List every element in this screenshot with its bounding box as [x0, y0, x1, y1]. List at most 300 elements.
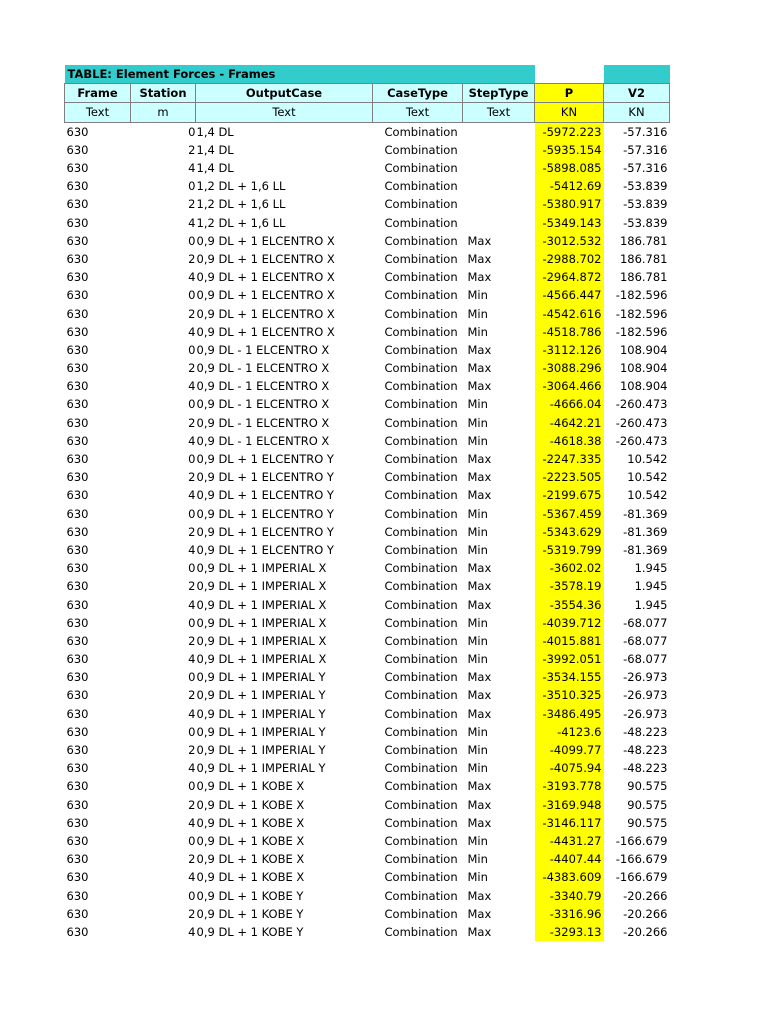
cell-v2: -57.316: [623, 124, 668, 139]
cell-casetype: Combination: [384, 124, 458, 139]
table-row: [65, 414, 670, 432]
cell-station: 4: [188, 924, 196, 939]
cell-steptype: [463, 159, 535, 177]
cell-station: 4: [188, 815, 196, 830]
element-forces-table: [64, 65, 670, 941]
cell-v2: 10.542: [627, 452, 668, 467]
cell-v2: -53.839: [623, 179, 668, 194]
cell-outputcase: 0,9 DL + 1 ELCENTRO Y: [196, 506, 334, 521]
cell-steptype: Min: [467, 852, 488, 867]
cell-v2: 186.781: [619, 233, 668, 248]
cell-frame: 630: [66, 542, 89, 557]
cell-steptype: Min: [467, 397, 488, 412]
cell-p: -2223.505: [535, 468, 604, 486]
cell-casetype: Combination: [384, 142, 458, 157]
cell-steptype: Min: [467, 743, 488, 758]
cell-outputcase: 0,9 DL + 1 IMPERIAL X: [196, 579, 327, 594]
cell-frame: 630: [66, 852, 89, 867]
cell-casetype: Combination: [384, 815, 458, 830]
cell-p: -5319.799: [535, 541, 604, 559]
cell-outputcase: 1,4 DL: [196, 161, 234, 176]
cell-steptype: Max: [467, 470, 492, 485]
cell-steptype: Min: [467, 288, 488, 303]
cell-outputcase: 0,9 DL + 1 KOBE X: [196, 833, 305, 848]
cell-outputcase: 0,9 DL + 1 IMPERIAL Y: [196, 743, 326, 758]
cell-station: 2: [188, 197, 196, 212]
cell-station: 0: [188, 615, 196, 630]
cell-p: -3146.117: [535, 814, 604, 832]
cell-p: -3293.13: [535, 923, 604, 941]
cell-v2: -182.596: [615, 306, 668, 321]
cell-frame: 630: [66, 270, 89, 285]
cell-outputcase: 0,9 DL + 1 ELCENTRO Y: [196, 488, 334, 503]
cell-casetype: Combination: [384, 779, 458, 794]
cell-p: -4039.712: [535, 614, 604, 632]
units-row: [65, 103, 670, 122]
table-row: [65, 122, 670, 141]
cell-p: -3486.495: [535, 705, 604, 723]
table-row: [65, 595, 670, 613]
table-row: [65, 577, 670, 595]
cell-steptype: Min: [467, 415, 488, 430]
cell-steptype: Max: [467, 670, 492, 685]
cell-v2: 1.945: [634, 579, 668, 594]
cell-p: -3534.155: [535, 668, 604, 686]
cell-v2: -57.316: [623, 142, 668, 157]
cell-steptype: Max: [467, 488, 492, 503]
cell-frame: 630: [66, 433, 89, 448]
table-row: [65, 614, 670, 632]
table-row: [65, 286, 670, 304]
cell-casetype: Combination: [384, 615, 458, 630]
cell-station: 0: [188, 888, 196, 903]
cell-steptype: Min: [467, 615, 488, 630]
cell-frame: 630: [66, 161, 89, 176]
cell-casetype: Combination: [384, 579, 458, 594]
cell-casetype: Combination: [384, 597, 458, 612]
cell-station: 0: [188, 724, 196, 739]
cell-outputcase: 0,9 DL + 1 IMPERIAL X: [196, 597, 327, 612]
table-title: TABLE: Element Forces - Frames: [65, 65, 535, 84]
cell-station: 0: [188, 561, 196, 576]
cell-v2: 186.781: [619, 270, 668, 285]
table-row: [65, 905, 670, 923]
cell-p: -3340.79: [535, 886, 604, 904]
cell-p: -5343.629: [535, 523, 604, 541]
cell-frame: 630: [66, 561, 89, 576]
unit-frame: Text: [65, 103, 131, 122]
cell-p: -2247.335: [535, 450, 604, 468]
table-row: [65, 450, 670, 468]
cell-v2: -182.596: [615, 324, 668, 339]
cell-p: -4566.447: [535, 286, 604, 304]
cell-outputcase: 0,9 DL + 1 KOBE Y: [196, 906, 304, 921]
cell-outputcase: 0,9 DL + 1 IMPERIAL X: [196, 652, 327, 667]
cell-outputcase: 0,9 DL - 1 ELCENTRO X: [196, 397, 330, 412]
cell-v2: 90.575: [627, 779, 668, 794]
unit-v2: KN: [604, 103, 670, 122]
cell-outputcase: 0,9 DL + 1 IMPERIAL X: [196, 633, 327, 648]
cell-casetype: Combination: [384, 524, 458, 539]
cell-frame: 630: [66, 306, 89, 321]
table-row: [65, 777, 670, 795]
cell-outputcase: 0,9 DL - 1 ELCENTRO X: [196, 342, 330, 357]
cell-v2: -260.473: [615, 397, 668, 412]
cell-casetype: Combination: [384, 488, 458, 503]
cell-station: 2: [188, 470, 196, 485]
cell-station: 0: [188, 179, 196, 194]
cell-p: -3064.466: [535, 377, 604, 395]
cell-steptype: Min: [467, 870, 488, 885]
table-row: [65, 741, 670, 759]
cell-frame: 630: [66, 251, 89, 266]
cell-frame: 630: [66, 470, 89, 485]
cell-outputcase: 0,9 DL + 1 ELCENTRO Y: [196, 524, 334, 539]
cell-casetype: Combination: [384, 179, 458, 194]
cell-station: 0: [188, 397, 196, 412]
cell-frame: 630: [66, 906, 89, 921]
cell-p: -2964.872: [535, 268, 604, 286]
cell-p: -3578.19: [535, 577, 604, 595]
cell-frame: 630: [66, 688, 89, 703]
cell-outputcase: 0,9 DL + 1 ELCENTRO X: [196, 270, 335, 285]
cell-station: 4: [188, 161, 196, 176]
cell-frame: 630: [66, 488, 89, 503]
cell-station: 2: [188, 743, 196, 758]
cell-frame: 630: [66, 324, 89, 339]
table-row: [65, 796, 670, 814]
cell-outputcase: 0,9 DL + 1 IMPERIAL Y: [196, 724, 326, 739]
cell-casetype: Combination: [384, 561, 458, 576]
cell-casetype: Combination: [384, 924, 458, 939]
cell-station: 0: [188, 833, 196, 848]
cell-outputcase: 0,9 DL + 1 IMPERIAL X: [196, 561, 327, 576]
header-outputcase: OutputCase: [196, 84, 373, 103]
cell-outputcase: 1,2 DL + 1,6 LL: [196, 179, 286, 194]
cell-frame: 630: [66, 397, 89, 412]
cell-casetype: Combination: [384, 379, 458, 394]
cell-outputcase: 0,9 DL + 1 IMPERIAL Y: [196, 761, 326, 776]
table-row: [65, 705, 670, 723]
cell-v2: 186.781: [619, 251, 668, 266]
cell-v2: 108.904: [619, 342, 668, 357]
cell-v2: 10.542: [627, 470, 668, 485]
table-row: [65, 304, 670, 322]
cell-p: -2988.702: [535, 250, 604, 268]
cell-v2: -20.266: [623, 924, 668, 939]
cell-v2: -81.369: [623, 542, 668, 557]
table-row: [65, 195, 670, 213]
cell-p: -4618.38: [535, 432, 604, 450]
cell-outputcase: 1,2 DL + 1,6 LL: [196, 197, 286, 212]
table-row: [65, 559, 670, 577]
cell-casetype: Combination: [384, 161, 458, 176]
cell-casetype: Combination: [384, 270, 458, 285]
cell-station: 2: [188, 524, 196, 539]
cell-outputcase: 0,9 DL - 1 ELCENTRO X: [196, 433, 330, 448]
cell-casetype: Combination: [384, 852, 458, 867]
table-row: [65, 686, 670, 704]
cell-station: 0: [188, 342, 196, 357]
cell-casetype: Combination: [384, 215, 458, 230]
cell-frame: 630: [66, 615, 89, 630]
cell-v2: -166.679: [615, 833, 668, 848]
cell-frame: 630: [66, 870, 89, 885]
cell-station: 4: [188, 870, 196, 885]
table-row: [65, 214, 670, 232]
cell-station: 0: [188, 452, 196, 467]
cell-steptype: Max: [467, 251, 492, 266]
header-p: P: [535, 84, 604, 103]
unit-outputcase: Text: [196, 103, 373, 122]
cell-outputcase: 0,9 DL + 1 ELCENTRO Y: [196, 542, 334, 557]
cell-outputcase: 0,9 DL + 1 IMPERIAL Y: [196, 670, 326, 685]
cell-v2: -260.473: [615, 433, 668, 448]
cell-v2: -20.266: [623, 888, 668, 903]
cell-station: 4: [188, 215, 196, 230]
cell-v2: -166.679: [615, 852, 668, 867]
cell-casetype: Combination: [384, 888, 458, 903]
cell-p: -4407.44: [535, 850, 604, 868]
cell-outputcase: 1,2 DL + 1,6 LL: [196, 215, 286, 230]
cell-outputcase: 0,9 DL + 1 ELCENTRO Y: [196, 452, 334, 467]
cell-frame: 630: [66, 179, 89, 194]
cell-casetype: Combination: [384, 797, 458, 812]
cell-station: 2: [188, 579, 196, 594]
cell-casetype: Combination: [384, 470, 458, 485]
cell-frame: 630: [66, 124, 89, 139]
table-row: [65, 850, 670, 868]
cell-frame: 630: [66, 670, 89, 685]
cell-station: 2: [188, 633, 196, 648]
cell-frame: 630: [66, 779, 89, 794]
cell-station: 0: [188, 506, 196, 521]
table-row: [65, 632, 670, 650]
cell-station: 4: [188, 761, 196, 776]
cell-steptype: Min: [467, 724, 488, 739]
cell-steptype: Max: [467, 342, 492, 357]
cell-frame: 630: [66, 288, 89, 303]
table-row: [65, 668, 670, 686]
unit-p: KN: [535, 103, 604, 122]
table-row: [65, 432, 670, 450]
cell-steptype: Max: [467, 579, 492, 594]
cell-outputcase: 0,9 DL + 1 KOBE X: [196, 870, 305, 885]
cell-v2: -57.316: [623, 161, 668, 176]
cell-v2: 10.542: [627, 488, 668, 503]
cell-steptype: [463, 214, 535, 232]
cell-p: -5380.917: [535, 195, 604, 213]
cell-station: 2: [188, 797, 196, 812]
cell-frame: 630: [66, 706, 89, 721]
cell-p: -3169.948: [535, 796, 604, 814]
cell-frame: 630: [66, 142, 89, 157]
table-row: [65, 832, 670, 850]
cell-outputcase: 0,9 DL + 1 KOBE X: [196, 815, 305, 830]
cell-casetype: Combination: [384, 652, 458, 667]
cell-v2: -20.266: [623, 906, 668, 921]
cell-casetype: Combination: [384, 233, 458, 248]
cell-steptype: [463, 122, 535, 141]
cell-v2: 90.575: [627, 815, 668, 830]
cell-p: -3012.532: [535, 232, 604, 250]
cell-frame: 630: [66, 379, 89, 394]
cell-casetype: Combination: [384, 306, 458, 321]
cell-frame: 630: [66, 197, 89, 212]
cell-station: 0: [188, 124, 196, 139]
cell-steptype: Max: [467, 797, 492, 812]
header-row: [65, 84, 670, 103]
cell-station: 4: [188, 488, 196, 503]
cell-frame: 630: [66, 833, 89, 848]
cell-frame: 630: [66, 652, 89, 667]
cell-outputcase: 0,9 DL + 1 ELCENTRO X: [196, 251, 335, 266]
cell-p: -4015.881: [535, 632, 604, 650]
cell-frame: 630: [66, 361, 89, 376]
header-frame: Frame: [65, 84, 131, 103]
cell-casetype: Combination: [384, 342, 458, 357]
cell-v2: -53.839: [623, 215, 668, 230]
table-row: [65, 505, 670, 523]
table-row: [65, 159, 670, 177]
cell-station: 0: [188, 670, 196, 685]
cell-p: -5972.223: [535, 122, 604, 141]
cell-steptype: Max: [467, 688, 492, 703]
cell-station: 4: [188, 433, 196, 448]
cell-outputcase: 0,9 DL + 1 KOBE Y: [196, 888, 304, 903]
title-row: [65, 65, 670, 84]
cell-steptype: Min: [467, 761, 488, 776]
cell-casetype: Combination: [384, 633, 458, 648]
table-row: [65, 468, 670, 486]
cell-outputcase: 0,9 DL + 1 IMPERIAL X: [196, 615, 327, 630]
cell-p: -3193.778: [535, 777, 604, 795]
cell-casetype: Combination: [384, 251, 458, 266]
cell-steptype: Max: [467, 452, 492, 467]
cell-v2: -26.973: [623, 670, 668, 685]
table-row: [65, 723, 670, 741]
cell-casetype: Combination: [384, 433, 458, 448]
cell-casetype: Combination: [384, 452, 458, 467]
table-row: [65, 377, 670, 395]
cell-v2: -53.839: [623, 197, 668, 212]
cell-casetype: Combination: [384, 724, 458, 739]
cell-casetype: Combination: [384, 870, 458, 885]
table-row: [65, 359, 670, 377]
table-row: [65, 486, 670, 504]
table-row: [65, 177, 670, 195]
cell-station: 4: [188, 542, 196, 557]
cell-v2: -48.223: [623, 761, 668, 776]
cell-casetype: Combination: [384, 743, 458, 758]
cell-v2: -26.973: [623, 688, 668, 703]
cell-p: -3112.126: [535, 341, 604, 359]
cell-casetype: Combination: [384, 397, 458, 412]
cell-p: -3992.051: [535, 650, 604, 668]
cell-station: 0: [188, 233, 196, 248]
table-row: [65, 323, 670, 341]
cell-station: 2: [188, 142, 196, 157]
cell-p: -4099.77: [535, 741, 604, 759]
cell-casetype: Combination: [384, 688, 458, 703]
table-body: [65, 65, 670, 941]
cell-frame: 630: [66, 233, 89, 248]
cell-steptype: Min: [467, 524, 488, 539]
cell-v2: -48.223: [623, 743, 668, 758]
cell-steptype: Min: [467, 542, 488, 557]
cell-p: -4431.27: [535, 832, 604, 850]
cell-frame: 630: [66, 724, 89, 739]
cell-casetype: Combination: [384, 761, 458, 776]
cell-v2: -48.223: [623, 724, 668, 739]
table-row: [65, 868, 670, 886]
table-row: [65, 268, 670, 286]
cell-casetype: Combination: [384, 833, 458, 848]
cell-p: -2199.675: [535, 486, 604, 504]
cell-steptype: Max: [467, 379, 492, 394]
cell-steptype: Max: [467, 815, 492, 830]
table-row: [65, 814, 670, 832]
cell-p: -4123.6: [535, 723, 604, 741]
cell-steptype: Min: [467, 433, 488, 448]
cell-casetype: Combination: [384, 324, 458, 339]
header-casetype: CaseType: [373, 84, 463, 103]
cell-v2: -81.369: [623, 524, 668, 539]
cell-outputcase: 0,9 DL + 1 KOBE X: [196, 779, 305, 794]
cell-steptype: Max: [467, 888, 492, 903]
cell-station: 2: [188, 306, 196, 321]
cell-casetype: Combination: [384, 415, 458, 430]
cell-outputcase: 0,9 DL + 1 ELCENTRO X: [196, 233, 335, 248]
cell-steptype: Min: [467, 833, 488, 848]
unit-steptype: Text: [463, 103, 535, 122]
cell-casetype: Combination: [384, 288, 458, 303]
cell-frame: 630: [66, 888, 89, 903]
cell-p: -4383.609: [535, 868, 604, 886]
cell-outputcase: 0,9 DL + 1 ELCENTRO X: [196, 288, 335, 303]
table-row: [65, 232, 670, 250]
cell-frame: 630: [66, 797, 89, 812]
cell-steptype: Max: [467, 779, 492, 794]
cell-station: 4: [188, 379, 196, 394]
cell-v2: 1.945: [634, 561, 668, 576]
table-row: [65, 141, 670, 159]
cell-station: 4: [188, 652, 196, 667]
cell-v2: -26.973: [623, 706, 668, 721]
cell-steptype: Min: [467, 306, 488, 321]
cell-outputcase: 1,4 DL: [196, 124, 234, 139]
header-v2: V2: [604, 84, 670, 103]
cell-outputcase: 1,4 DL: [196, 142, 234, 157]
cell-steptype: Min: [467, 324, 488, 339]
cell-frame: 630: [66, 452, 89, 467]
cell-station: 2: [188, 906, 196, 921]
cell-frame: 630: [66, 633, 89, 648]
cell-steptype: Max: [467, 597, 492, 612]
cell-steptype: Max: [467, 270, 492, 285]
cell-p: -5349.143: [535, 214, 604, 232]
cell-steptype: Max: [467, 561, 492, 576]
cell-outputcase: 0,9 DL + 1 ELCENTRO Y: [196, 470, 334, 485]
cell-station: 2: [188, 852, 196, 867]
cell-casetype: Combination: [384, 906, 458, 921]
cell-p: -4666.04: [535, 395, 604, 413]
cell-casetype: Combination: [384, 670, 458, 685]
cell-casetype: Combination: [384, 506, 458, 521]
cell-outputcase: 0,9 DL - 1 ELCENTRO X: [196, 379, 330, 394]
table-row: [65, 759, 670, 777]
cell-steptype: [463, 177, 535, 195]
